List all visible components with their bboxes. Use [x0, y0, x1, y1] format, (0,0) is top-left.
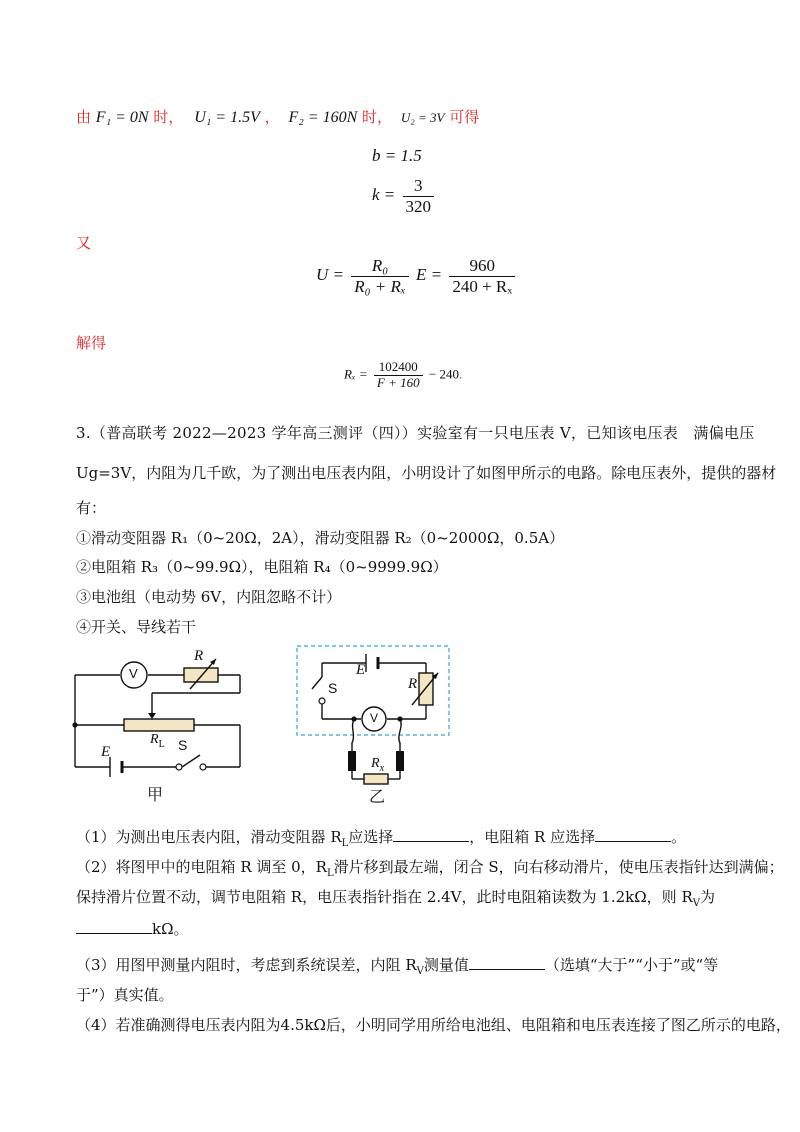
- answer-blank-2[interactable]: [595, 827, 671, 842]
- equation-rx: [344, 360, 462, 391]
- jia-switch-label: S: [178, 737, 188, 753]
- equation-k-lhs: k =: [372, 184, 396, 204]
- sub-question-3-text-a: （3）用图甲测量内阻时，考虑到系统误差，内阻 R: [76, 956, 417, 974]
- sub-question-2-subscript-a: L: [326, 868, 334, 879]
- yi-battery-label: E: [356, 662, 366, 678]
- equation-u: [316, 256, 518, 296]
- answer-blank-4[interactable]: [469, 955, 545, 970]
- jia-rheostat-subscript: L: [158, 738, 165, 750]
- intro-line: [76, 106, 479, 129]
- answer-blank-1[interactable]: [393, 827, 469, 842]
- circuit-diagram-jia: [60, 645, 260, 805]
- jia-rheostat-label: [150, 732, 165, 750]
- question-3-line-1: 3.（普高联考 2022—2023 学年高三测评（四））实验室有一只电压表 V，已知该电压表 满偏电压: [76, 424, 755, 442]
- equation-rx-tail: − 240: [428, 366, 459, 382]
- jia-rheostat-letter: R: [150, 732, 159, 747]
- label-you: 又: [76, 234, 92, 252]
- equation-u-den-1: R₀ + Rₓ: [354, 276, 406, 296]
- jia-resistor-label: R: [194, 648, 204, 664]
- equation-rx-lhs: Rₓ =: [344, 366, 368, 382]
- question-3-line-3: 有：: [76, 499, 107, 517]
- sub-question-3-subscript: V: [416, 966, 424, 977]
- yi-switch-label: S: [328, 680, 338, 696]
- question-3-line-2: Ug=3V，内阻为几千欧，为了测出电压表内阻，小明设计了如图甲所示的电路。除电压表外，提供的器材: [76, 464, 777, 482]
- equation-u-den-2: 240 + Rₓ: [452, 276, 513, 296]
- equipment-item-4: ④开关、导线若干: [76, 618, 197, 636]
- jia-battery-label: E: [101, 744, 111, 760]
- intro-shi-2: 时，: [362, 108, 393, 126]
- sub-question-3-text-c: （选填“大于”“小于”或“等: [544, 956, 719, 974]
- sub-question-3-text-b: 测量值: [423, 956, 469, 974]
- equation-rx-denominator: F + 160: [376, 374, 420, 390]
- sub-question-1-text-a: （1）为测出电压表内阻，滑动变阻器 R: [76, 828, 342, 846]
- answer-blank-3[interactable]: [76, 919, 152, 934]
- sub-question-2-subscript-b: V: [692, 898, 700, 909]
- sub-question-1: [76, 826, 686, 855]
- rheostat-rl: [124, 719, 194, 731]
- intro-suffix: 可得: [449, 108, 480, 126]
- equation-u-fraction-1: [351, 256, 408, 296]
- equation-rx-numerator: 102400: [374, 360, 423, 376]
- sub-question-3-line-2: 于”）真实值。: [76, 986, 174, 1004]
- slider-arrow-icon: [148, 713, 156, 719]
- equipment-item-3: ③电池组（电动势 6V，内阻忽略不计）: [76, 588, 342, 606]
- yi-rx-letter: R: [371, 756, 380, 771]
- figure-caption-yi: 乙: [369, 787, 386, 806]
- sub-question-4-line-1: （4）若准确测得电压表内阻为4.5kΩ后，小明同学用所给电池组、电阻箱和电压表连接了图乙所示的电路，: [76, 1016, 791, 1034]
- equation-u-num-1: R₀: [351, 256, 408, 277]
- figure-caption-jia: 甲: [147, 785, 164, 804]
- condition-u1: U₁ = 1.5V: [194, 109, 260, 126]
- equation-u-lhs: U =: [316, 264, 344, 284]
- label-jiede: 解得: [76, 334, 107, 352]
- sub-question-2-text-c: 保持滑片位置不动，调节电阻箱 R，电压表指针指在 2.4V，此时电阻箱读数为 1.2kΩ，则 R: [76, 888, 693, 906]
- resistance-box-r: [184, 668, 218, 682]
- condition-f1: F₁ = 0N: [95, 109, 149, 126]
- equation-k-denominator: 320: [405, 196, 432, 216]
- equation-rx-fraction: [374, 360, 423, 391]
- sub-question-2-text-e: kΩ。: [152, 920, 189, 938]
- yi-voltmeter-label: V: [370, 711, 379, 725]
- equation-u-num-2: 960: [449, 256, 515, 277]
- equation-k-numerator: 3: [403, 176, 435, 197]
- sub-question-1-text-b: 应选择: [348, 828, 394, 846]
- equation-k: [372, 176, 437, 216]
- equipment-item-2: ②电阻箱 R₃（0~99.9Ω），电阻箱 R₄（0~9999.9Ω）: [76, 558, 448, 576]
- sub-question-2-text-d: 为: [699, 888, 715, 906]
- intro-prefix: 由: [76, 108, 92, 126]
- intro-shi-1: 时，: [153, 108, 184, 126]
- yi-rx-subscript: x: [379, 762, 385, 774]
- yi-resistance-box: [419, 673, 433, 705]
- condition-u2: U₂ = 3V: [400, 110, 445, 125]
- resistor-rx: [364, 774, 388, 784]
- sub-question-2-line-3: [76, 918, 189, 940]
- yi-rx-label: [371, 756, 384, 774]
- jia-voltmeter-label: V: [129, 666, 138, 681]
- sub-question-1-text-d: 。: [671, 828, 687, 846]
- sub-question-2-line-1: [76, 856, 784, 885]
- equation-b: b = 1.5: [372, 146, 422, 165]
- equation-k-fraction: [403, 176, 435, 216]
- sub-question-2-text-b: 滑片移到最左端，闭合 S，向右移动滑片，使电压表指针达到满偏；: [333, 858, 784, 876]
- sub-question-2-line-2: [76, 886, 715, 915]
- condition-f2: F₂ = 160N: [288, 109, 358, 126]
- sub-question-1-text-c: ，电阻箱 R 应选择: [469, 828, 596, 846]
- sub-question-3-line-1: [76, 954, 718, 983]
- equation-u-mid: E =: [415, 264, 443, 284]
- probe-right: [396, 751, 404, 771]
- sub-question-2-text-a: （2）将图甲中的电阻箱 R 调至 0，R: [76, 858, 327, 876]
- yi-resistor-label: R: [408, 676, 418, 692]
- equation-u-fraction-2: [449, 256, 515, 296]
- probe-left: [348, 751, 356, 771]
- equipment-item-1: ①滑动变阻器 R₁（0~20Ω，2A），滑动变阻器 R₂（0~2000Ω，0.5A）: [76, 529, 565, 547]
- sub-question-1-subscript: L: [341, 838, 349, 849]
- intro-sep: ，: [264, 108, 280, 126]
- equation-rx-dot: .: [458, 366, 463, 382]
